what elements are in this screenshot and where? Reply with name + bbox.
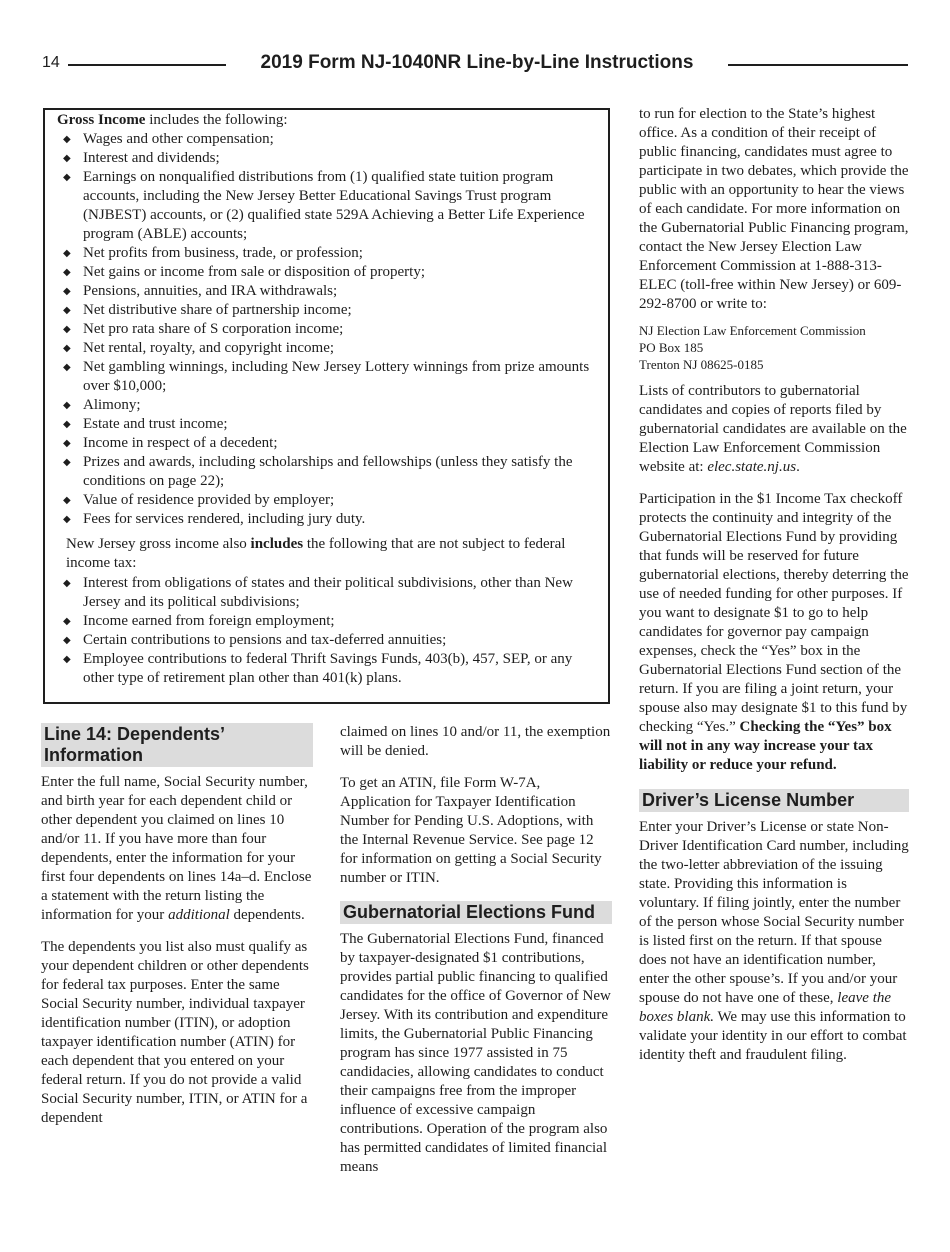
diamond-bullet-icon: ◆ [63, 172, 71, 183]
column-left [41, 723, 313, 1141]
line14-paragraph-1: Enter the full name, Social Security number, and birth year for each dependent child or other dependent you claimed on lines 10 and/or 11. If you have more than four dependents, enter the information for your first four dependents on lines 14a–d. Enclose a statement with the return listing the information for your additional dependents. [41, 774, 312, 923]
diamond-bullet-icon: ◆ [63, 419, 71, 430]
gross-income-term: Gross Income [57, 112, 146, 128]
list-item: ◆ Net pro rata share of S corporation income; [63, 321, 344, 337]
list-item: ◆ Certain contributions to pensions and tax-deferred annuities; [63, 632, 447, 648]
gross-income-intro-text: includes the following: [145, 112, 288, 128]
drivers-license-heading: Driver’s License Number [639, 789, 909, 812]
diamond-bullet-icon: ◆ [63, 248, 71, 259]
list-item: ◆ Pensions, annuities, and IRA withdrawals; [63, 283, 338, 299]
diamond-bullet-icon: ◆ [63, 457, 71, 468]
address-line: Trenton NJ 08625-0185 [639, 357, 764, 372]
list-item: ◆ Net distributive share of partnership income; [63, 302, 352, 318]
list-item: ◆ Fees for services rendered, including jury duty. [63, 511, 366, 527]
federal-income-list [55, 574, 600, 688]
list-item: ◆ Net gambling winnings, including New Jersey Lottery winnings from prize amounts over $10,000; [63, 359, 590, 394]
drivers-license-paragraph: Enter your Driver’s License or state Non-Driver Identification Card number, including the two-letter abbreviation of the issuing state. Providing this information is voluntary. If filing jointly, enter the number of the person whose Social Security number is listed first on the return. If that spouse does not have an identification number, enter the other spouse’s. If you and/or your spouse do not have one of these, leave the boxes blank. We may use this information to validate your identity in our effort to combat identity theft and fraudulent filing. [639, 819, 909, 1063]
diamond-bullet-icon: ◆ [63, 578, 71, 589]
page-title: 2019 Form NJ-1040NR Line-by-Line Instructions [260, 52, 694, 73]
address-line: PO Box 185 [639, 340, 704, 355]
commission-website: elec.state.nj.us [707, 459, 797, 475]
diamond-bullet-icon: ◆ [63, 324, 71, 335]
line14-paragraph-2: The dependents you list also must qualify as your dependent children or other dependents for federal tax purposes. Enter the same Social Security number, individual taxpayer identification number (ITIN), or adoption taxpayer identification number (ATIN) for each dependent that you entered on your federal return. If you do not provide a valid Social Security number, ITIN, or ATIN for a dependent [41, 939, 309, 1126]
checkoff-note: Checking the “Yes” box will not in any way increase your tax liability or reduce your refund. [639, 719, 892, 773]
list-item: ◆ Interest from obligations of states and their political subdivisions, other than New Jersey and its political subdivisions; [63, 575, 573, 610]
diamond-bullet-icon: ◆ [63, 495, 71, 506]
diamond-bullet-icon: ◆ [63, 438, 71, 449]
column-middle [340, 723, 612, 1190]
diamond-bullet-icon: ◆ [63, 362, 71, 373]
list-item: ◆ Alimony; [63, 397, 141, 413]
list-item: ◆ Net gains or income from sale or disposition of property; [63, 264, 426, 280]
list-item: ◆ Earnings on nonqualified distributions from (1) qualified state tuition program accounts, including the New Jersey Better Educational Savings Trust program (NJBEST) accounts, or (2) qualified state 529A Achieving a Better Life Experience program (ABLE) accounts; [63, 169, 585, 242]
gubernatorial-paragraph-1: The Gubernatorial Elections Fund, financed by taxpayer-designated $1 contributions, provides partial public financing to qualified candidates for the office of Governor of New Jersey. With its contribution and expenditure limits, the Gubernatorial Public Financing program has since 1977 assisted in 75 candidacies, allowing candidates to conduct their campaigns free from the improper influence of excessive campaign contributions. Operation of the program also has permitted candidates of limited financial means [340, 931, 611, 1175]
header-rule-right [728, 64, 908, 66]
diamond-bullet-icon: ◆ [63, 134, 71, 145]
list-item: ◆ Income earned from foreign employment; [63, 613, 335, 629]
federal-paragraph: New Jersey gross income also includes the following that are not subject to federal income tax: [66, 536, 566, 571]
list-item: ◆ Wages and other compensation; [63, 131, 274, 147]
diamond-bullet-icon: ◆ [63, 514, 71, 525]
commission-address [639, 322, 909, 373]
diamond-bullet-icon: ◆ [63, 616, 71, 627]
line14-heading: Line 14: Dependents’ Information [41, 723, 313, 767]
address-line: NJ Election Law Enforcement Commission [639, 323, 866, 338]
list-item: ◆ Net profits from business, trade, or profession; [63, 245, 363, 261]
gross-income-list [55, 130, 600, 529]
diamond-bullet-icon: ◆ [63, 400, 71, 411]
page-number: 14 [42, 54, 60, 71]
gross-income-intro [57, 111, 600, 130]
list-item: ◆ Income in respect of a decedent; [63, 435, 278, 451]
diamond-bullet-icon: ◆ [63, 153, 71, 164]
list-item: ◆ Interest and dividends; [63, 150, 220, 166]
diamond-bullet-icon: ◆ [63, 343, 71, 354]
line14-paragraph-2-continued: claimed on lines 10 and/or 11, the exemption will be denied. [340, 724, 611, 759]
list-item: ◆ Prizes and awards, including scholarships and fellowships (unless they satisfy the conditions on page 22); [63, 454, 573, 489]
gross-income-box [43, 108, 610, 704]
list-item: ◆ Estate and trust income; [63, 416, 228, 432]
diamond-bullet-icon: ◆ [63, 635, 71, 646]
gubernatorial-heading: Gubernatorial Elections Fund [340, 901, 612, 924]
header-rule-left [68, 64, 226, 66]
list-item: ◆ Net rental, royalty, and copyright income; [63, 340, 335, 356]
list-item: ◆ Employee contributions to federal Thrift Savings Funds, 403(b), 457, SEP, or any other type of retirement plan other than 401(k) plans. [63, 651, 573, 686]
gubernatorial-paragraph-3: Participation in the $1 Income Tax checkoff protects the continuity and integrity of the Gubernatorial Elections Fund by providing that funds will be reserved for future gubernatorial elections, thereby deterring the use of needed funding for other purposes. If you want to designate $1 to go to help candidates for governor pay campaign expenses, check the “Yes” box in the Gubernatorial Elections Fund section of the return. If you are filing a joint return, your spouse also may designate $1 to this fund by checking “Yes.” Checking the “Yes” box will not in any way increase your tax liability or reduce your refund. [639, 491, 909, 773]
gubernatorial-paragraph-1-continued: to run for election to the State’s highest office. As a condition of their receipt of public financing, candidates must agree to participate in two debates, which provide the public with an opportunity to hear the views of each candidate. For more information on the Gubernatorial Public Financing program, contact the New Jersey Election Law Enforcement Commission at 1-888-313-ELEC (toll-free within New Jersey) or 609-292-8700 or write to: [639, 106, 909, 312]
column-right [639, 105, 909, 1078]
list-item: ◆ Value of residence provided by employer; [63, 492, 335, 508]
diamond-bullet-icon: ◆ [63, 286, 71, 297]
diamond-bullet-icon: ◆ [63, 305, 71, 316]
diamond-bullet-icon: ◆ [63, 654, 71, 665]
gubernatorial-paragraph-2: Lists of contributors to gubernatorial candidates and copies of reports filed by gubernatorial candidates are available on the Election Law Enforcement Commission website at: elec.state.nj.us. [639, 383, 907, 475]
diamond-bullet-icon: ◆ [63, 267, 71, 278]
line14-paragraph-3: To get an ATIN, file Form W-7A, Application for Taxpayer Identification Number for Pending U.S. Adoptions, with the Internal Revenue Service. See page 12 for information on getting a Social Security number or ITIN. [340, 775, 602, 886]
